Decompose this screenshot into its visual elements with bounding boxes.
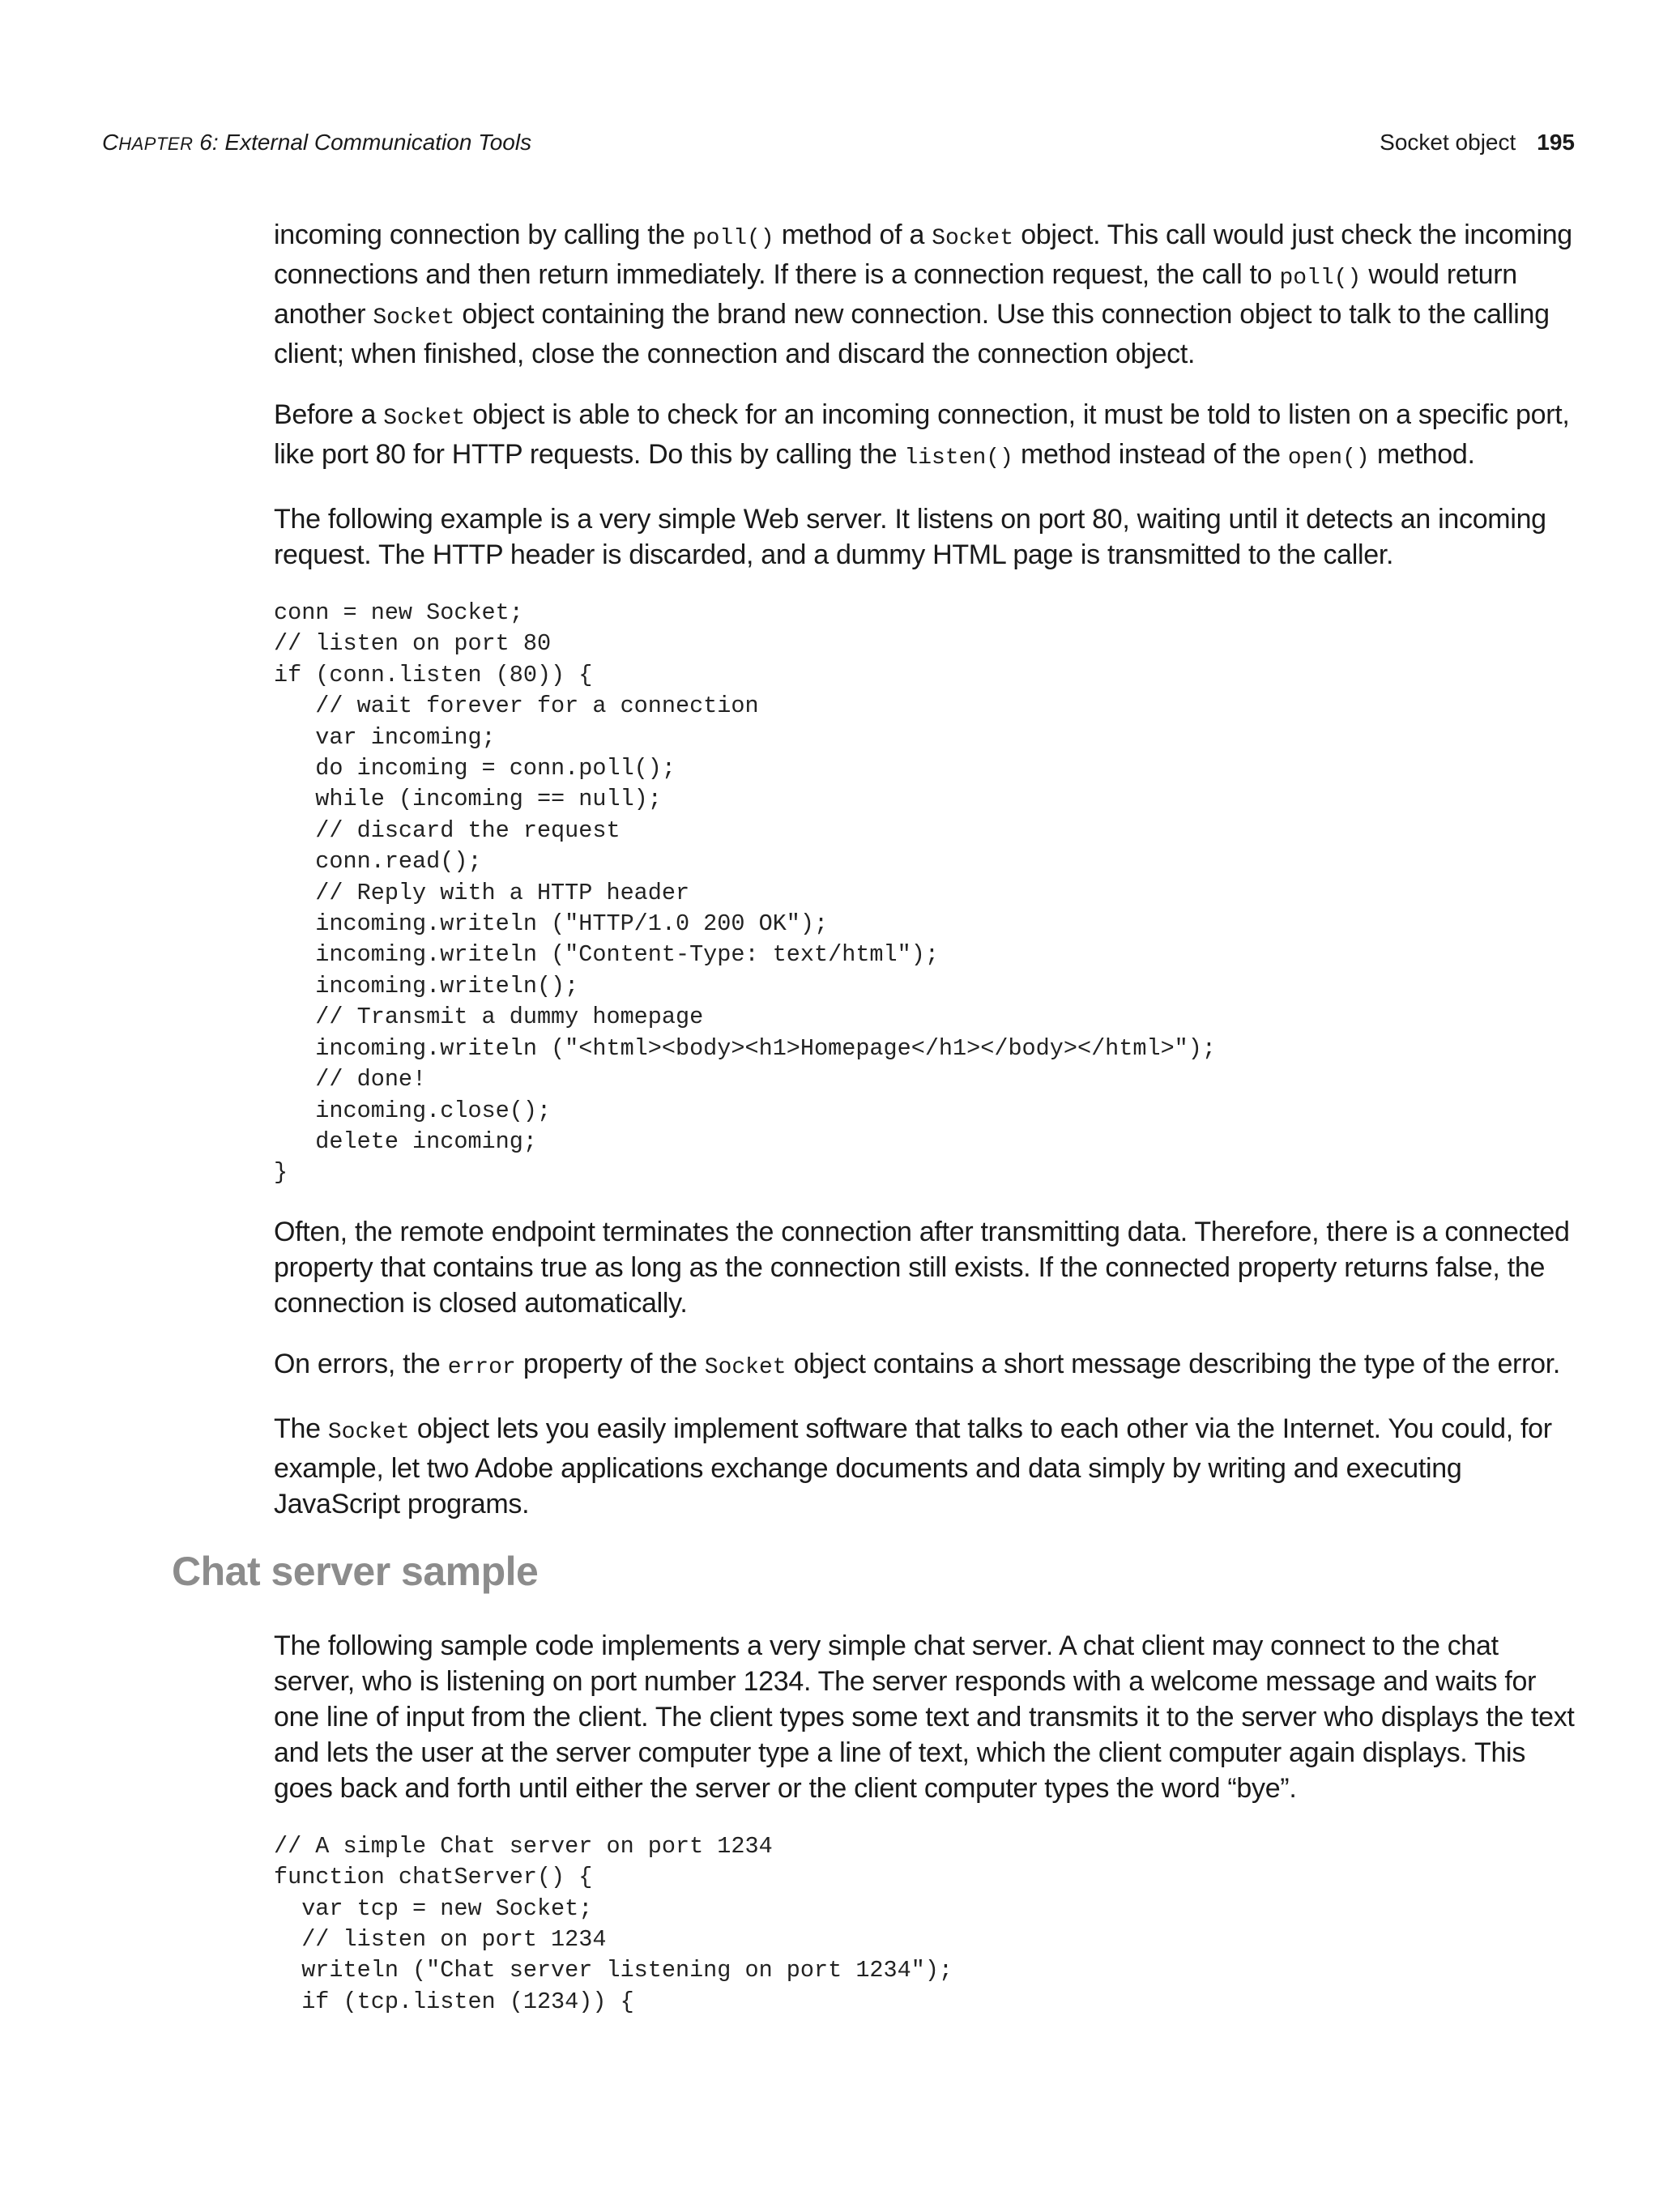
code-block-chat-server: // A simple Chat server on port 1234 function chatServer() { var tcp = new Socket; // listen on port 1234 writeln ("Chat server listening on port 1234"); if (tcp.listen (1234)) {: [274, 1832, 953, 2015]
section-heading: Chat server sample: [172, 1548, 539, 1594]
paragraph: The following example is a very simple Web server. It listens on port 80, waiting until it detects an incoming request. The HTTP header is discarded, and a dummy HTML page is transmitted to the caller.: [274, 504, 1546, 570]
paragraph: The Socket object lets you easily implement software that talks to each other via the Internet. You could, for example, let two Adobe applications exchange documents and data simply by writing and executing JavaScript programs.: [274, 1413, 1552, 1519]
paragraph: Often, the remote endpoint terminates the connection after transmitting data. Therefore, there is a connected property that contains true as long as the connection still exists. If the connected property returns false, the connection is closed automatically.: [274, 1216, 1570, 1319]
paragraph: On errors, the error property of the Socket object contains a short message describing the type of the error.: [274, 1348, 1561, 1380]
paragraph: Before a Socket object is able to check for an incoming connection, it must be told to listen on a specific port, like port 80 for HTTP requests. Do this by calling the listen() method instead of the open() method.: [274, 399, 1570, 471]
section-and-page: [1380, 128, 1575, 157]
page-number: 195: [1537, 130, 1575, 155]
code-block-web-server: conn = new Socket; // listen on port 80 if (conn.listen (80)) { // wait forever for a connection var incoming; do incoming = conn.poll(); while (incoming == null); // discard the request conn.read(); // Reply with a HTTP header incoming.writeln ("HTTP/1.0 200 OK"); incoming.writeln ("Content-Type: text/html"); incoming.writeln(); // Transmit a dummy homepage incoming.writeln ("<html><body><h1>Homepage</h1></body></html>"); // done! incoming.close(); delete incoming; }: [274, 599, 1216, 1187]
section-title: Socket object: [1380, 130, 1516, 155]
page-body: [172, 217, 1578, 2043]
chapter-title: CHAPTER 6: External Communication Tools: [102, 130, 532, 155]
paragraph: incoming connection by calling the poll() method of a Socket object. This call would just check the incoming connections and then return immediately. If there is a connection request, the call to poll() would return another Socket object containing the brand new connection. Use this connection object to talk to the calling client; when finished, close the connection and discard the connection object.: [274, 219, 1572, 369]
paragraph: The following sample code implements a very simple chat server. A chat client may connect to the chat server, who is listening on port number 1234. The server responds with a welcome message and waits for one line of input from the client. The client types some text and transmits it to the server who displays the text and lets the user at the server computer type a line of text, which the client computer again displays. This goes back and forth until either the server or the client computer types the word “bye”.: [274, 1630, 1575, 1804]
